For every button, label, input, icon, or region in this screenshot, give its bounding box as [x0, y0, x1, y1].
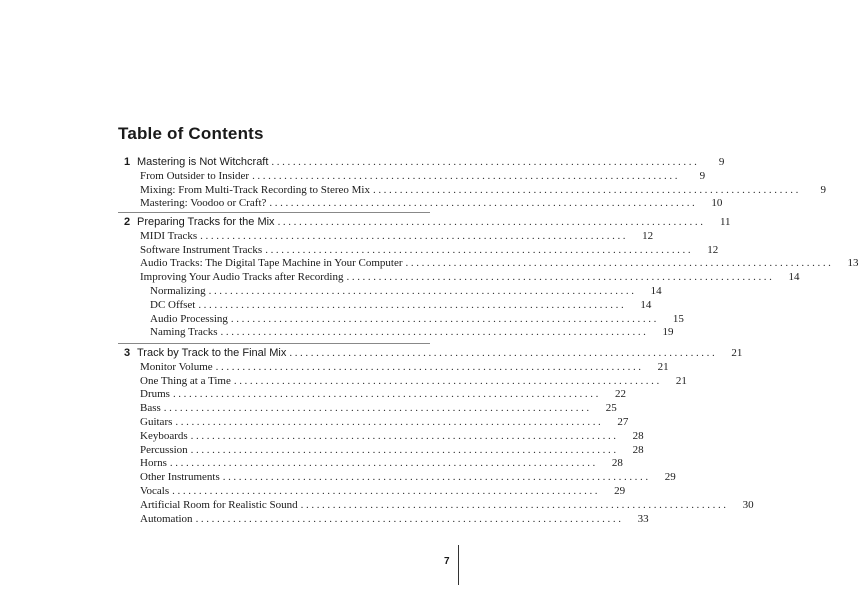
chapter-number: 3	[124, 347, 131, 359]
chapter-divider	[118, 212, 430, 213]
entry-label: Normalizing	[150, 285, 206, 297]
toc-entry[interactable]	[118, 326, 674, 340]
page-number: 7	[444, 556, 450, 567]
toc-entry[interactable]	[118, 271, 800, 285]
dot-leader: ................................................................................	[271, 156, 700, 168]
dot-leader: ................................................................................	[215, 360, 644, 373]
chapter-number: 1	[124, 156, 131, 168]
toc-entry[interactable]	[118, 298, 652, 313]
toc-entry[interactable]	[118, 374, 687, 389]
chapter-2	[118, 212, 859, 344]
dot-leader: ................................................................................	[172, 485, 601, 497]
toc-entry[interactable]	[118, 416, 629, 430]
entry-label: Guitars	[140, 416, 173, 428]
dot-leader: ................................................................................	[252, 169, 681, 182]
chapter-heading-entry[interactable]	[118, 347, 743, 361]
entry-page-number: 14	[788, 271, 800, 284]
page-title: Table of Contents	[118, 124, 264, 143]
dot-leader: ................................................................................	[208, 285, 637, 297]
entry-page-number: 14	[650, 285, 662, 297]
entry-page-number: 29	[664, 471, 676, 484]
dot-leader: ................................................................................	[169, 457, 598, 470]
entry-page-number: 15	[672, 312, 684, 325]
chapter-divider	[118, 343, 430, 344]
entry-page-number: 27	[617, 416, 629, 428]
entry-label: Mastering is Not Witchcraft	[137, 156, 269, 168]
dot-leader: ................................................................................	[233, 374, 662, 387]
toc-entry[interactable]	[118, 229, 654, 244]
entry-page-number: 13	[847, 257, 859, 270]
toc-entry[interactable]	[118, 402, 617, 416]
dot-leader: ................................................................................	[175, 416, 604, 428]
entry-label: One Thing at a Time	[140, 374, 231, 387]
dot-leader: ................................................................................	[405, 257, 834, 270]
dot-leader: ................................................................................	[200, 229, 629, 242]
entry-label: Mastering: Voodoo or Craft?	[140, 197, 267, 210]
toc-entry[interactable]	[118, 429, 644, 444]
entry-label: From Outsider to Insider	[140, 169, 250, 182]
toc-entry[interactable]	[118, 471, 676, 485]
toc-entry[interactable]	[118, 197, 723, 211]
entry-page-number: 28	[632, 443, 644, 456]
dot-leader: ................................................................................	[222, 471, 651, 484]
entry-label: Automation	[140, 512, 193, 525]
dot-leader: ................................................................................	[198, 298, 627, 311]
dot-leader: ................................................................................	[230, 312, 659, 325]
toc-entry[interactable]	[118, 257, 859, 271]
entry-label: Naming Tracks	[150, 326, 218, 339]
dot-leader: ................................................................................	[172, 388, 601, 401]
toc-entry[interactable]	[118, 485, 626, 499]
entry-page-number: 28	[611, 457, 623, 470]
entry-page-number: 11	[719, 216, 731, 228]
entry-label: Monitor Volume	[140, 360, 213, 373]
entry-page-number: 30	[742, 498, 754, 511]
toc-entry[interactable]	[118, 169, 706, 184]
toc-entry[interactable]	[118, 498, 754, 513]
dot-leader: ................................................................................	[190, 443, 619, 456]
toc-entry[interactable]	[118, 457, 623, 471]
dot-leader: ................................................................................	[265, 243, 694, 256]
entry-page-number: 25	[605, 402, 617, 415]
toc-entry[interactable]	[118, 443, 644, 458]
dot-leader: ................................................................................	[220, 326, 649, 339]
chapter-heading-entry[interactable]	[118, 156, 725, 170]
chapter-1	[118, 152, 826, 215]
toc-entry[interactable]	[118, 285, 662, 299]
dot-leader: ................................................................................	[277, 216, 706, 228]
dot-leader: ................................................................................	[269, 197, 698, 210]
entry-page-number: 19	[662, 326, 674, 339]
toc-entry[interactable]	[118, 360, 669, 375]
chapter-number: 2	[124, 216, 131, 228]
entry-label: Drums	[140, 388, 170, 401]
entry-label: Improving Your Audio Tracks after Recording	[140, 271, 344, 284]
chapter-3	[118, 343, 754, 530]
entry-label: Mixing: From Multi-Track Recording to Stereo Mix	[140, 183, 370, 196]
entry-label: Audio Processing	[150, 312, 228, 325]
entry-label: Percussion	[140, 443, 188, 456]
toc-entry[interactable]	[118, 243, 719, 258]
toc-entry[interactable]	[118, 312, 684, 327]
entry-page-number: 21	[675, 374, 687, 387]
entry-page-number: 21	[731, 347, 743, 359]
dot-leader: ................................................................................	[190, 429, 619, 442]
toc-entry[interactable]	[118, 512, 649, 527]
entry-page-number: 29	[614, 485, 626, 497]
entry-page-number: 10	[711, 197, 723, 210]
toc-entry[interactable]	[118, 183, 826, 198]
entry-label: MIDI Tracks	[140, 229, 198, 242]
entry-page-number: 9	[820, 183, 826, 196]
entry-label: Other Instruments	[140, 471, 220, 484]
entry-label: Horns	[140, 457, 167, 470]
chapter-heading-entry[interactable]	[118, 216, 731, 230]
entry-page-number: 28	[632, 429, 644, 442]
entry-label: DC Offset	[150, 298, 196, 311]
entry-page-number: 14	[640, 298, 652, 311]
entry-page-number: 12	[707, 243, 719, 256]
dot-leader: ................................................................................	[300, 498, 729, 511]
dot-leader: ................................................................................	[163, 402, 592, 415]
entry-page-number: 22	[614, 388, 626, 401]
dot-leader: ................................................................................	[289, 347, 718, 359]
entry-label: Software Instrument Tracks	[140, 243, 263, 256]
entry-label: Preparing Tracks for the Mix	[137, 216, 275, 228]
entry-page-number: 33	[637, 512, 649, 525]
dot-leader: ................................................................................	[372, 183, 801, 196]
entry-label: Track by Track to the Final Mix	[137, 347, 287, 359]
entry-label: Audio Tracks: The Digital Tape Machine in Your Computer	[140, 257, 403, 270]
entry-page-number: 12	[642, 229, 654, 242]
folio-rule	[458, 545, 459, 585]
entry-page-number: 9	[718, 156, 725, 168]
entry-label: Vocals	[140, 485, 170, 497]
entry-label: Artificial Room for Realistic Sound	[140, 498, 298, 511]
entry-label: Bass	[140, 402, 161, 415]
toc-entry[interactable]	[118, 388, 626, 402]
entry-page-number: 9	[699, 169, 706, 182]
entry-label: Keyboards	[140, 429, 188, 442]
entry-page-number: 21	[657, 360, 669, 373]
dot-leader: ................................................................................	[346, 271, 775, 284]
dot-leader: ................................................................................	[195, 512, 624, 525]
